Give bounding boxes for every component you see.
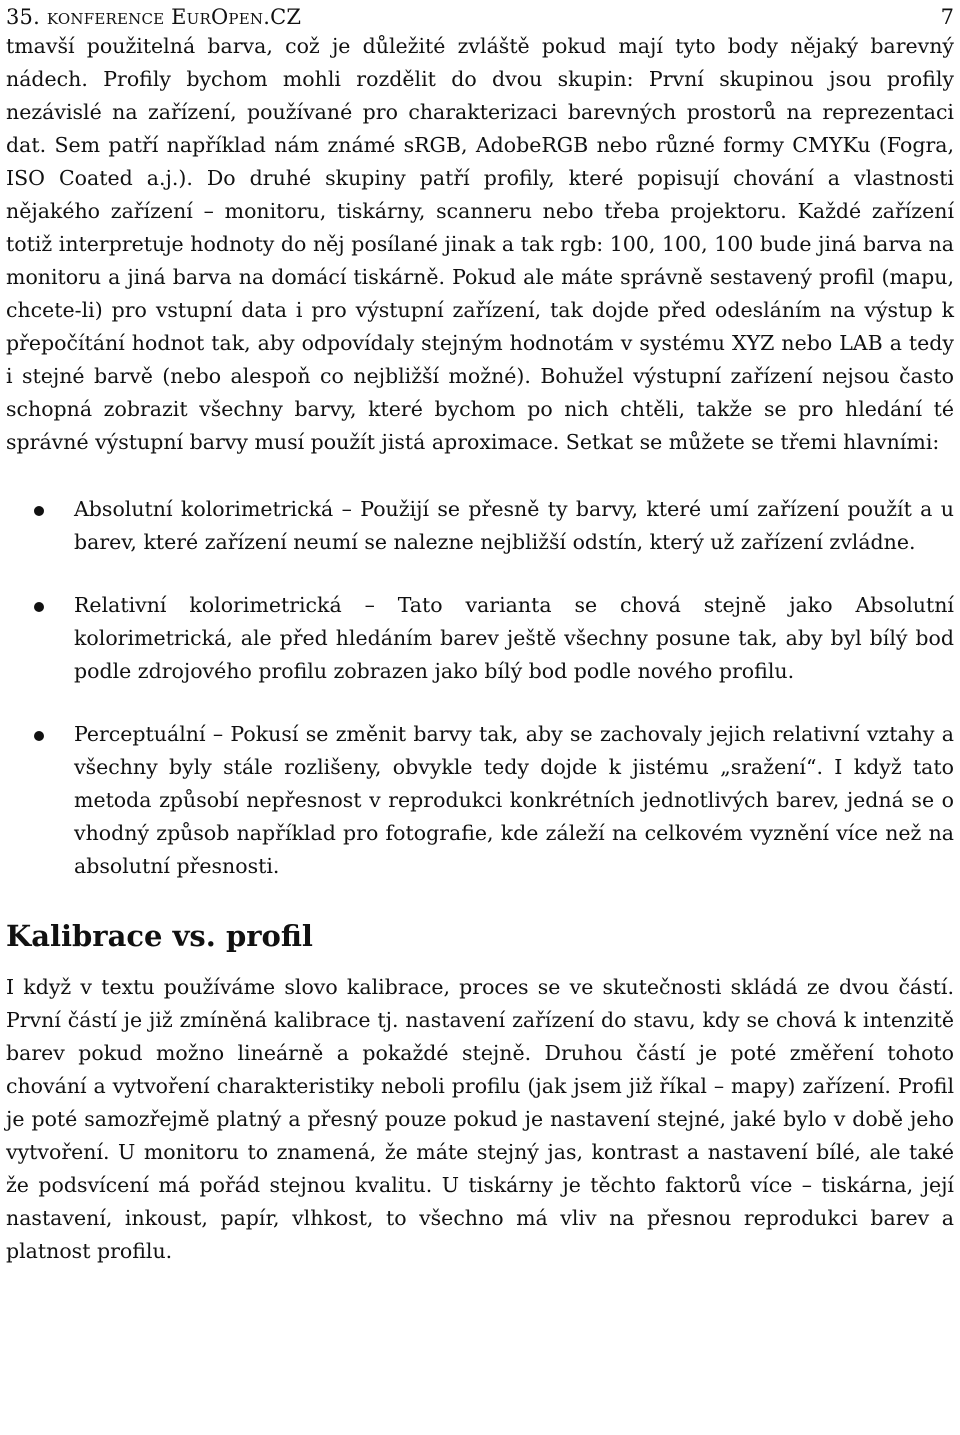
list-item-text: Perceptuální – Pokusí se změnit barvy tak, aby se zachovaly jejich relativní vztahy a všechny byly stále rozlišeny, obvykle tedy dojde k jistému „sražení“. I když tato metoda způsobí nepřesnost v reprodukci konkrétních jednotlivých barev, jedná se o vhodný způsob například pro fotografie, kde záleží na celkovém vyznění více než na absolutní přesnosti. (74, 722, 954, 878)
intro-paragraph: tmavší použitelná barva, což je důležité zvláště pokud mají tyto body nějaký barevný nádech. Profily bychom mohli rozdělit do dvou skupin: První skupinou jsou profily nezávislé na zařízení, používané pro charakterizaci barevných prostorů na reprezentaci dat. Sem patří například nám známé sRGB, AdobeRGB nebo různé formy CMYKu (Fogra, ISO Coated a.j.). Do druhé skupiny patří profily, které popisují chování a vlastnosti nějakého zařízení – monitoru, tiskárny, scanneru nebo třeba projektoru. Každé zařízení totiž interpretuje hodnoty do něj posílané jinak a tak rgb: 100, 100, 100 bude jiná barva na monitoru a jiná barva na domácí tiskárně. Pokud ale máte správně sestavený profil (mapu, chcete-li) pro vstupní data i pro výstupní zařízení, tak dojde před odesláním na výstup k přepočítání hodnot tak, aby odpovídaly stejným hodnotám v systému XYZ nebo LAB a tedy i stejné barvě (nebo alespoň co nejbližší možné). Bohužel výstupní zařízení nejsou často schopná zobrazit všechny barvy, které bychom po nich chtěli, takže se pro hledání té správné výstupní barvy musí použít jistá aproximace. Setkat se můžete se třemi hlavními: (6, 34, 954, 454)
list-item (6, 589, 954, 688)
bullet-icon (34, 602, 44, 612)
list-item (6, 493, 954, 559)
list-item (6, 718, 954, 883)
bullet-icon (34, 506, 44, 516)
section-heading: Kalibrace vs. profil (6, 919, 313, 953)
section-paragraph: I když v textu používáme slovo kalibrace, proces se ve skutečnosti skládá ze dvou částí. První částí je již zmíněná kalibrace tj. nastavení zařízení do stavu, kdy se chová k intenzitě barev pokud možno lineárně a pokaždé stejně. Druhou částí je poté změření tohoto chování a vytvoření charakteristiky neboli profilu (jak jsem již říkal – mapy) zařízení. Profil je poté samozřejmě platný a přesný pouze pokud je nastavení stejné, jaké bylo v době jeho vytvoření. U monitoru to znamená, že máte stejný jas, kontrast a nastavení bílé, ale také že podsvícení má pořád stejnou kvalitu. U tiskárny je těchto faktorů více – tiskárna, její nastavení, inkoust, papír, vlhkost, to všechno má vliv na přesnou reprodukci barev a platnost profilu. (6, 975, 954, 1263)
list-item-text: Relativní kolorimetrická – Tato varianta se chová stejně jako Absolutní kolorimetrická, ale před hledáním barev ještě všechny posune tak, aby byl bílý bod podle zdrojového profilu zobrazen jako bílý bod podle nového profilu. (74, 593, 954, 683)
document-page (6, 0, 954, 1268)
bullet-icon (34, 731, 44, 741)
conference-number: 35. (6, 5, 40, 29)
page-number: 7 (940, 5, 954, 29)
conference-title (6, 5, 301, 30)
list-item-text: Absolutní kolorimetrická – Použijí se přesně ty barvy, které umí zařízení použít a u barev, které zařízení neumí se nalezne nejbližší odstín, který už zařízení zvládne. (74, 497, 954, 554)
conference-name: konference EurOpen.CZ (46, 5, 302, 29)
rendering-intents-list (6, 493, 954, 883)
running-header (6, 0, 954, 30)
